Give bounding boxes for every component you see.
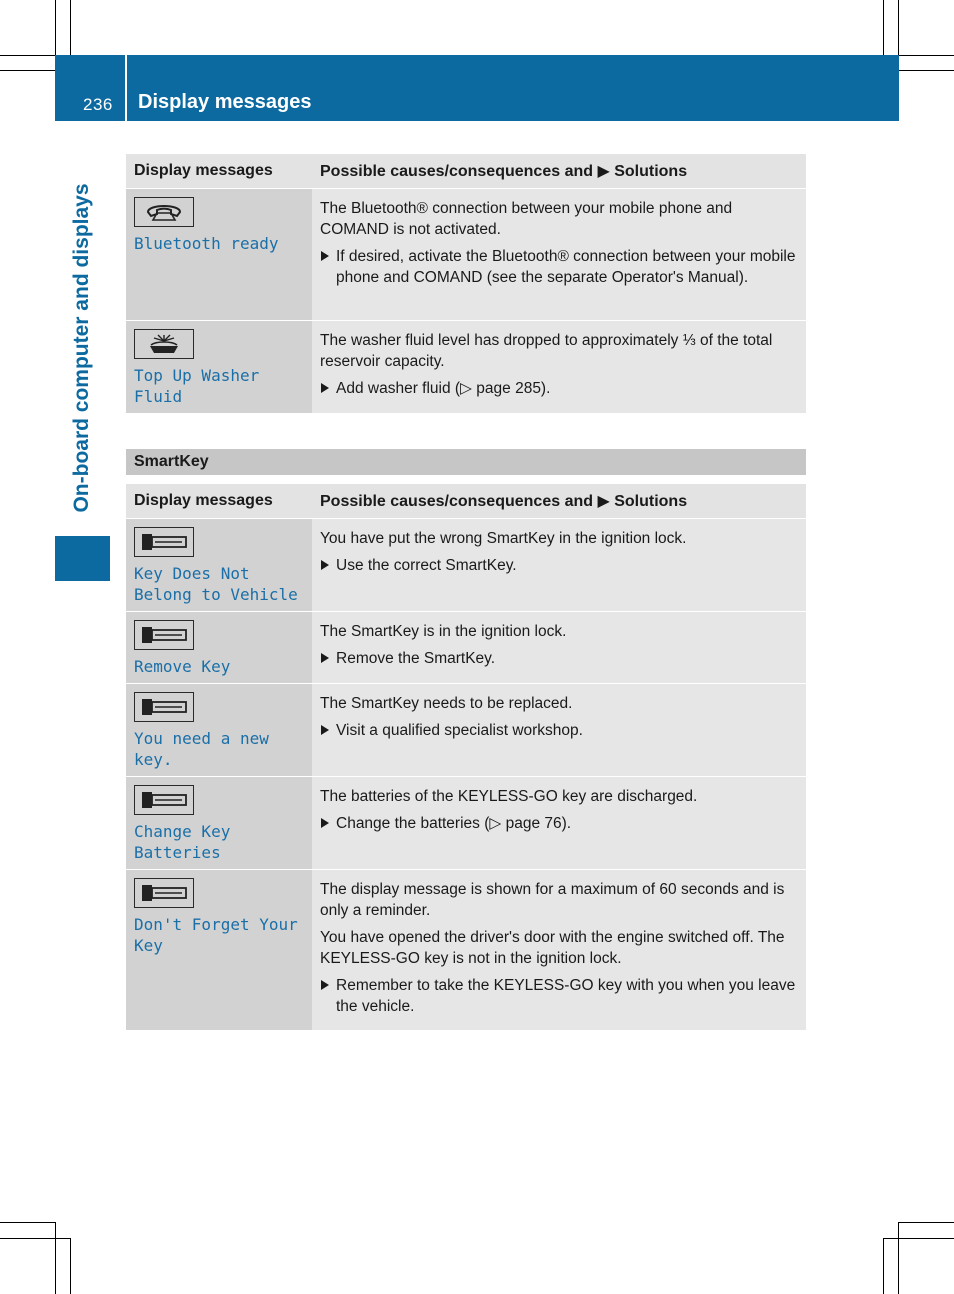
crop-mark — [0, 70, 55, 71]
display-message-text: Key Does Not Belong to Vehicle — [134, 564, 298, 604]
crop-mark — [70, 0, 71, 55]
message-cell — [126, 189, 312, 321]
solution-step: Add washer fluid (▷ page 285). — [320, 378, 800, 399]
table-row — [126, 519, 806, 612]
crop-mark — [899, 1222, 954, 1223]
smartkey-messages-table — [126, 484, 806, 1030]
crop-mark — [0, 1238, 70, 1239]
description-cell — [312, 612, 806, 684]
message-cell — [126, 612, 312, 684]
phone-icon — [134, 197, 194, 227]
description-text: The washer fluid level has dropped to approximately ⅓ of the total reservoir capacity. — [320, 332, 773, 370]
column-header-causes: Possible causes/consequences and ▶ Solutions — [312, 484, 806, 519]
description-text: The SmartKey needs to be replaced. — [320, 695, 573, 712]
description-text: You have opened the driver's door with the engine switched off. The KEYLESS-GO key is not in the ignition lock. — [320, 929, 785, 967]
display-message-text: Bluetooth ready — [134, 234, 279, 253]
washer-fluid-icon — [134, 329, 194, 359]
section-title-smartkey: SmartKey — [126, 449, 806, 475]
table-row — [126, 189, 806, 321]
display-message-text: Remove Key — [134, 657, 231, 676]
description-text: The batteries of the KEYLESS-GO key are discharged. — [320, 788, 698, 805]
description-text: You have put the wrong SmartKey in the ignition lock. — [320, 530, 687, 547]
solution-step: Change the batteries (▷ page 76). — [320, 813, 800, 834]
message-cell — [126, 870, 312, 1031]
page-header — [55, 55, 899, 121]
key-icon — [134, 785, 194, 815]
message-cell — [126, 684, 312, 777]
solution-step: Remove the SmartKey. — [320, 648, 800, 669]
description-cell — [312, 321, 806, 414]
column-header-messages: Display messages — [126, 154, 312, 189]
crop-mark — [883, 1238, 954, 1239]
description-text: The Bluetooth® connection between your mobile phone and COMAND is not activated. — [320, 200, 733, 238]
solution-step: Visit a qualified specialist workshop. — [320, 720, 800, 741]
column-header-causes: Possible causes/consequences and ▶ Solutions — [312, 154, 806, 189]
chapter-label: On-board computer and displays — [70, 183, 93, 513]
description-cell — [312, 777, 806, 870]
crop-mark — [0, 55, 55, 56]
table-row — [126, 612, 806, 684]
page-number: 236 — [83, 95, 113, 114]
chapter-tab — [55, 536, 110, 581]
message-cell — [126, 321, 312, 414]
crop-mark — [883, 0, 884, 55]
column-header-messages: Display messages — [126, 484, 312, 519]
solution-step: Use the correct SmartKey. — [320, 555, 800, 576]
description-cell — [312, 189, 806, 321]
description-text: The SmartKey is in the ignition lock. — [320, 623, 567, 640]
message-cell — [126, 777, 312, 870]
message-cell — [126, 519, 312, 612]
display-message-text: You need a new key. — [134, 729, 269, 769]
crop-mark — [899, 55, 954, 56]
table-row — [126, 684, 806, 777]
description-cell — [312, 684, 806, 777]
display-messages-table — [126, 154, 806, 413]
display-message-text: Don't Forget Your Key — [134, 915, 298, 955]
key-icon — [134, 878, 194, 908]
table-header-row — [126, 154, 806, 189]
crop-mark — [70, 1238, 71, 1294]
solution-step: Remember to take the KEYLESS-GO key with you when you leave the vehicle. — [320, 975, 800, 1017]
crop-mark — [55, 0, 56, 55]
crop-mark — [55, 1222, 56, 1294]
table-row — [126, 321, 806, 414]
header-divider — [125, 55, 127, 121]
description-cell — [312, 519, 806, 612]
crop-mark — [898, 0, 899, 55]
display-message-text: Top Up Washer Fluid — [134, 366, 260, 406]
key-icon — [134, 527, 194, 557]
crop-mark — [0, 1222, 55, 1223]
table-header-row — [126, 484, 806, 519]
crop-mark — [899, 70, 954, 71]
table-row — [126, 870, 806, 1031]
crop-mark — [898, 1222, 899, 1294]
description-cell — [312, 870, 806, 1031]
table-row — [126, 777, 806, 870]
solution-step: If desired, activate the Bluetooth® connection between your mobile phone and COMAND (see the separate Operator's Manual). — [320, 246, 800, 288]
description-text: The display message is shown for a maximum of 60 seconds and is only a reminder. — [320, 881, 785, 919]
display-message-text: Change Key Batteries — [134, 822, 231, 862]
page-title: Display messages — [138, 91, 312, 113]
key-icon — [134, 620, 194, 650]
key-icon — [134, 692, 194, 722]
crop-mark — [883, 1238, 884, 1294]
